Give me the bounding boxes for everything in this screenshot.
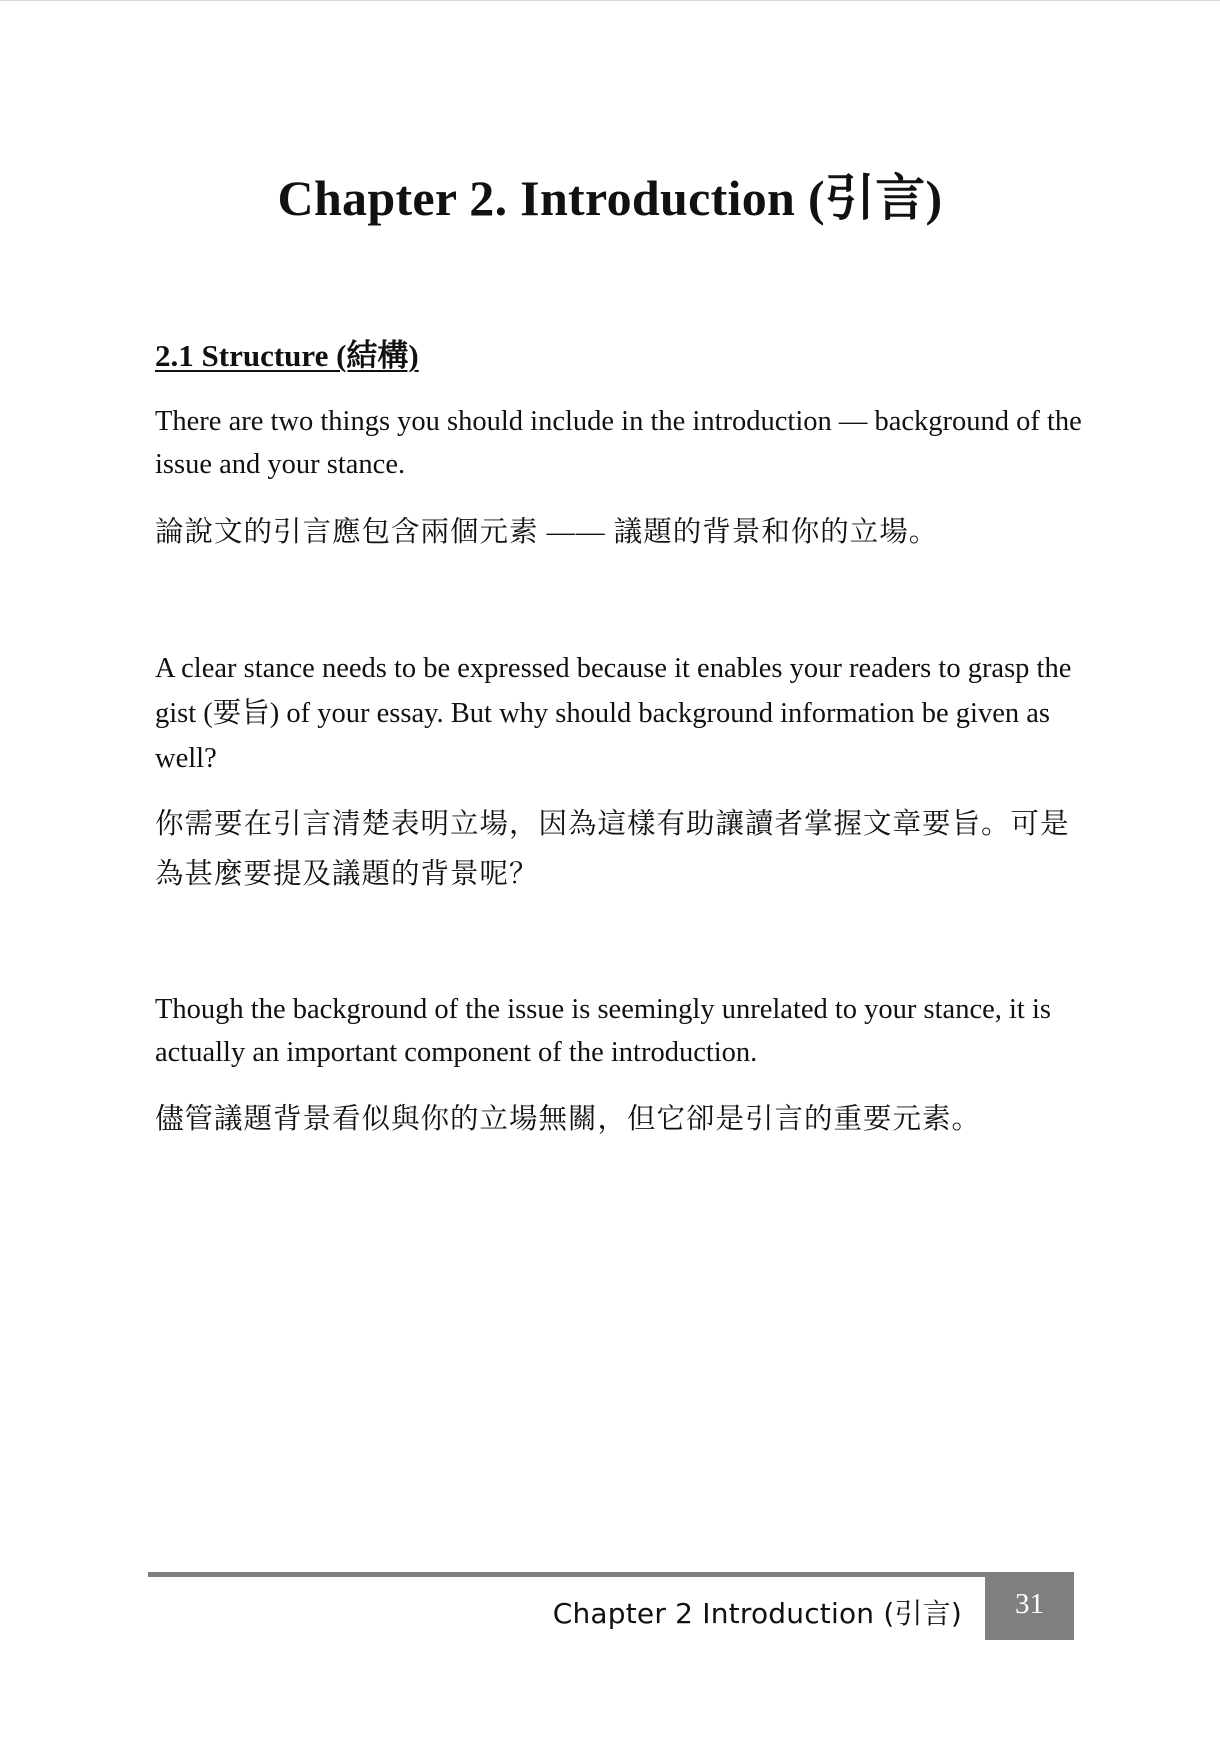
paragraph-1-english: There are two things you should include in the introduction — background of the issue and your stance. [155,406,1082,480]
page-number: 31 [985,1572,1074,1640]
section-heading: 2.1 Structure (結構) [155,338,419,373]
paragraph-2-chinese: 你需要在引言清楚表明立場，因為這樣有助讓讀者掌握文章要旨。可是為甚麼要提及議題的背景呢？ [155,809,1070,890]
paragraph-3-chinese: 儘管議題背景看似與你的立場無關，但它卻是引言的重要元素。 [155,1104,982,1135]
footer-running-title: Chapter 2 Introduction (引言) [552,1597,962,1630]
paragraph-1-chinese: 論說文的引言應包含兩個元素 —— 議題的背景和你的立場。 [155,517,939,548]
paragraph-2-english: A clear stance needs to be expressed because it enables your readers to grasp the gist (要旨) of your essay. But why should background information be given as well? [155,653,1072,774]
chapter-title: Chapter 2. Introduction (引言) [277,170,943,226]
footer-rule [148,1572,1074,1577]
paragraph-3-english: Though the background of the issue is seemingly unrelated to your stance, it is actually an important component of the introduction. [155,994,1051,1068]
page-top-edge [0,0,1220,1]
